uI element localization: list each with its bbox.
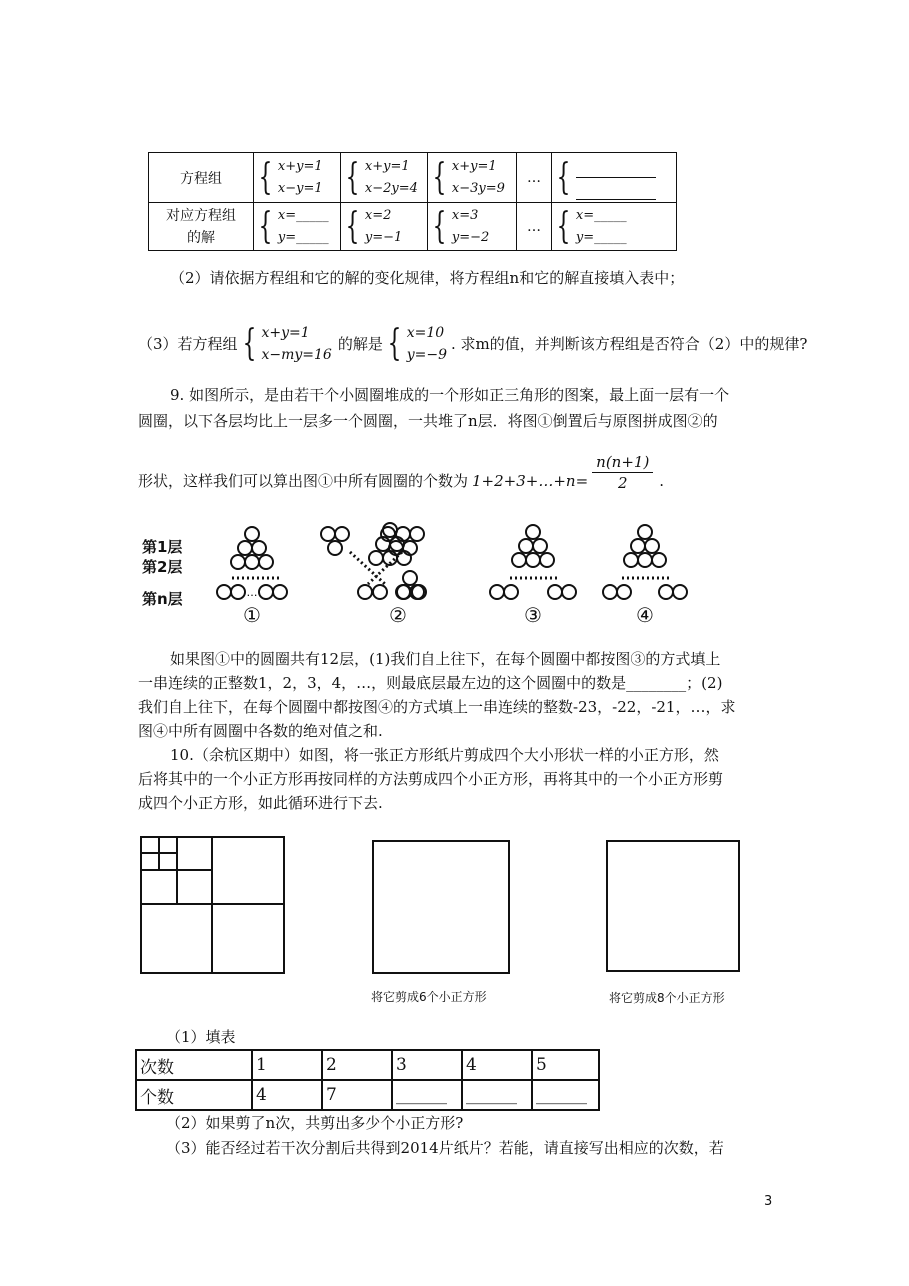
sol2-x: x=2 [364,207,392,223]
square-cut-figure [138,834,288,976]
answer-cell-3[interactable]: ______ [392,1080,462,1110]
svg-text:…: … [246,586,258,599]
square-blank-3[interactable] [606,840,740,972]
q3-system: { x+y=1 x−my=16 [242,323,332,364]
square-caption-3: 将它剪成8个小正方形 [609,991,725,1005]
sol3-y: y=−2 [451,229,490,245]
answer-cell-5[interactable]: ______ [532,1080,599,1110]
p9-frac-num: n(n+1) [592,452,653,473]
sys1-eq1: x+y=1 [277,158,323,174]
row-label-systems [149,153,254,203]
p10-line-2: 后将其中的一个小正方形再按同样的方法剪成四个小正方形，再将其中的一个小正方形剪 [138,770,724,788]
square-caption-2: 将它剪成6个小正方形 [371,990,487,1004]
sys2-eq1: x+y=1 [364,158,410,174]
cell: 4 [252,1080,322,1110]
q3-sol-x: x=10 [406,325,445,341]
cell: 3 [392,1050,462,1080]
row-label-text: 方程组 [180,170,222,187]
solution-2: { x=2 y=−1 [341,203,428,251]
question-2: （2）请依据方程组和它的解的变化规律，将方程组n和它的解直接填入表中； [170,269,685,287]
question-3 [138,322,807,366]
q3-part-a: （3）若方程组 [138,335,238,353]
cell: 5 [532,1050,599,1080]
system-2: { x+y=1 x−2y=4 [341,153,428,203]
sys3-eq2: x−3y=9 [451,180,505,196]
sysn-blank-2[interactable] [576,181,656,200]
row2-label-l2: 的解 [187,229,215,246]
soln-y[interactable]: y=_____ [575,229,627,245]
sol3-x: x=3 [451,207,479,223]
p9b-line-4: 图④中所有圆圈中各数的绝对值之和. [138,722,383,740]
question-10-2: （2）如果剪了n次，共剪出多少个小正方形? [166,1114,464,1132]
q3-eq1: x+y=1 [261,325,310,341]
system-3: { x+y=1 x−3y=9 [428,153,517,203]
sysn-blank-1[interactable] [576,159,656,178]
q3-sol-y: y=−9 [406,347,448,363]
question-10-3: （3）能否经过若干次分割后共得到2014片纸片？若能，请直接写出相应的次数，若 [166,1139,724,1157]
p9-line-1: 9. 如图所示，是由若干个小圆圈堆成的一个形如正三角形的图案，最上面一层有一个 [170,386,730,404]
p9b-line-3: 我们自上往下，在每个圆圈中都按图④的方式填上一串连续的整数-23，-22，-21，…，求 [138,698,736,716]
sol1-x[interactable]: x=_____ [277,207,329,223]
fig-label-2: ② [389,603,407,627]
fig-label-4: ④ [636,603,654,627]
cell: 个数 [136,1080,252,1110]
ellipsis-cell-2: … [517,203,552,251]
table-row [136,1080,599,1110]
equation-table [148,152,677,251]
cell: 7 [322,1080,392,1110]
cell: 2 [322,1050,392,1080]
p9-frac-den: 2 [617,474,628,492]
system-n: { [552,153,677,203]
sys3-eq1: x+y=1 [451,158,497,174]
soln-x[interactable]: x=_____ [575,207,627,223]
layer-2-label: 第2层 [142,558,183,576]
p9b-line-1: 如果图①中的圆圈共有12层，(1)我们自上往下，在每个圆圈中都按图③的方式填上 [170,650,721,668]
layer-n-label: 第n层 [142,590,183,608]
p9-fraction [592,452,653,493]
p10-line-1: 10.（余杭区期中）如图，将一张正方形纸片剪成四个大小形状一样的小正方形，然 [170,746,719,764]
sys1-eq2: x−y=1 [277,180,323,196]
fill-table-title: （1）填表 [166,1028,236,1046]
q3-eq2: x−my=16 [261,347,332,363]
p10-line-3: 成四个小正方形，如此循环进行下去. [138,794,383,812]
sol1-y[interactable]: y=_____ [277,229,329,245]
p9b-line-2: 一串连续的正整数1，2，3，4，…，则最底层最左边的这个圆圈中的数是________；(2) [138,674,723,692]
circles-figure [140,522,700,630]
cell: 4 [462,1050,532,1080]
page-number: 3 [764,1194,773,1209]
cell: 次数 [136,1050,252,1080]
p9-line-3: 形状，这样我们可以算出图①中所有圆圈的个数为 1+2+3+…+n= $\frac{n(n+1)}{2}$ . [138,453,665,492]
fig-label-3: ③ [524,603,542,627]
solution-1: { x=_____ y=_____ [254,203,341,251]
p9-formula: 1+2+3+…+n= [472,471,589,490]
fig-label-1: ① [243,603,261,627]
q3-part-b: 的解是 [337,335,383,353]
q3-part-c: . 求m的值，并判断该方程组是否符合（2）中的规律? [451,335,808,353]
layer-1-label: 第1层 [142,538,183,556]
q3-solution: { x=10 y=−9 [387,323,448,364]
p9-line-2: 圆圈，以下各层均比上一层多一个圆圈，一共堆了n层．将图①倒置后与原图拼成图②的 [138,412,718,430]
sol2-y: y=−1 [364,229,403,245]
ellipsis-cell: … [517,153,552,203]
square-blank-2[interactable] [372,840,510,974]
sys2-eq2: x−2y=4 [364,180,418,196]
table-row [136,1050,599,1080]
solution-n: { x=_____ y=_____ [552,203,677,251]
p9-line-3-text: 形状，这样我们可以算出图①中所有圆圈的个数为 [138,471,469,490]
row-label-solutions [149,203,254,251]
solution-3: { x=3 y=−2 [428,203,517,251]
row2-label-l1: 对应方程组 [166,207,236,224]
system-1: { x+y=1 x−y=1 [254,153,341,203]
answer-cell-4[interactable]: ______ [462,1080,532,1110]
cell: 1 [252,1050,322,1080]
count-table [135,1049,600,1111]
